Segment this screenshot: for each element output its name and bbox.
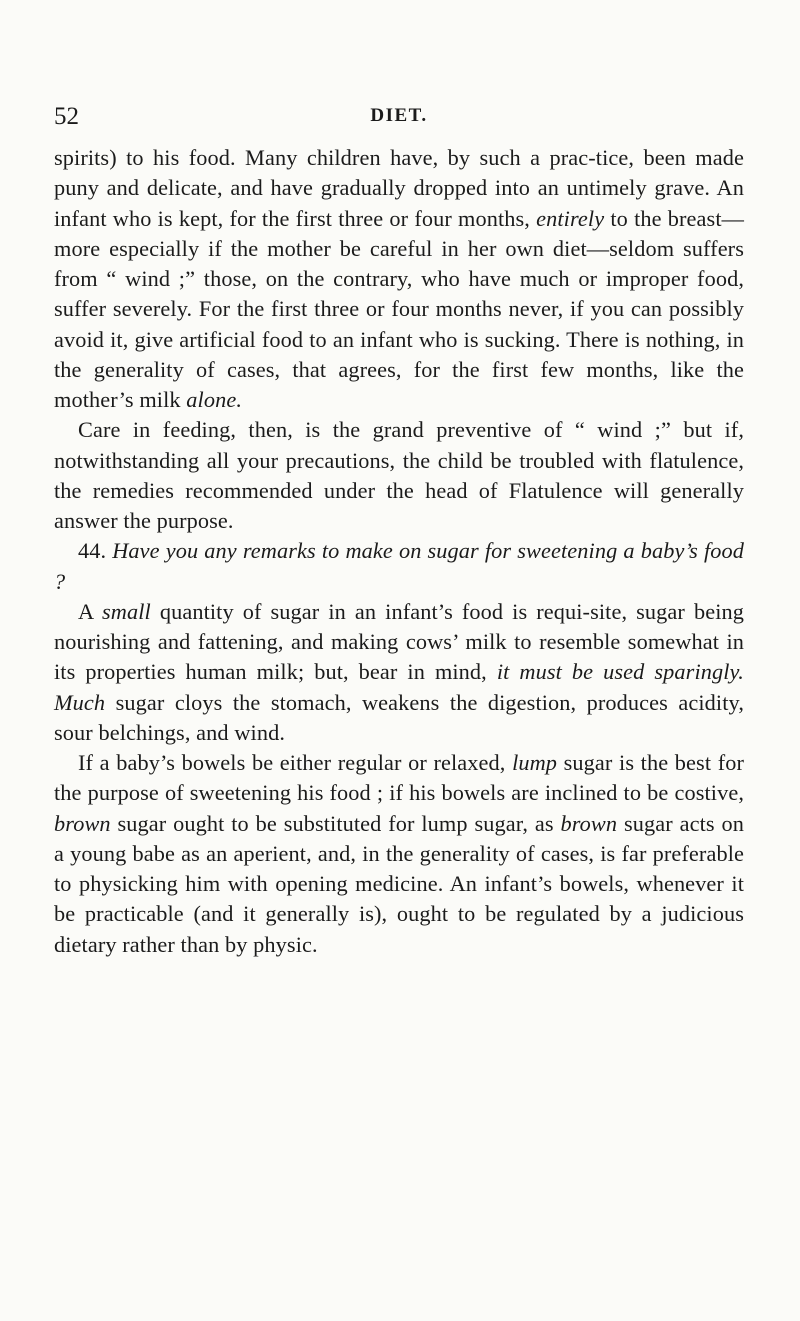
paragraph-text: sugar is the best for the purpose of sweetening his food ; if his bowels are inclined to be costive, [54, 750, 744, 806]
italic-text: entirely [536, 205, 605, 231]
paragraph-text: sugar acts on a young babe as an aperient, and, in the generality of cases, is far preferable to physicking him with opening medicine. An infant’s bowels, whenever it be practicable (and it generally is), ought to be regulated by a judicious dietary rather than by physic. [54, 810, 744, 957]
italic-text: alone. [186, 387, 243, 412]
page-number: 52 [54, 103, 79, 130]
body-text [54, 143, 744, 960]
paragraph-text: Care in feeding, then, is the grand preventive of “ wind ;” but if, notwithstanding all your precautions, the child be troubled with flatulence, the remedies recommended under the head of Flatulence will generally answer the purpose. [54, 417, 744, 533]
italic-text: small [102, 598, 151, 624]
paragraph [54, 748, 744, 960]
paragraph-text: to the breast—more especially if the mother be careful in her own diet—seldom suffers from “ wind ;” those, on the contrary, who have much or improper food, suffer severely. For the first three or four months never, if you can possibly avoid it, give artificial food to an infant who is sucking. There is nothing, in the generality of cases, that agrees, for the first few months, like the mother’s milk [54, 205, 745, 412]
question-text: Have you any remarks to make on sugar for sweetening a baby’s food ? [54, 538, 744, 594]
book-page [54, 103, 744, 960]
question-number: 44. [78, 538, 113, 564]
italic-text: brown [560, 810, 618, 836]
question-heading [54, 536, 744, 597]
running-head [54, 103, 744, 143]
paragraph [54, 415, 744, 536]
paragraph-text: quantity of sugar in an infant’s food is requi-site, sugar being nourishing and fattening, and making cows’ milk to resemble somewhat in its properties human milk; but, bear in mind, [54, 598, 744, 685]
paragraph [54, 597, 744, 748]
paragraph-text: A [78, 598, 102, 624]
italic-text: brown [54, 810, 111, 836]
running-title: DIET. [370, 105, 428, 126]
paragraph-text: If a baby’s bowels be either regular or relaxed, [78, 750, 513, 775]
paragraph-text: sugar cloys the stomach, weakens the digestion, produces acidity, sour belchings, and wind. [54, 689, 744, 745]
paragraph [54, 143, 744, 415]
paragraph-text: spirits) to his food. Many children have, by such a prac-tice, been made puny and delicate, and have gradually dropped into an untimely grave. An infant who is kept, for the first three or four months, [54, 145, 744, 231]
paragraph-text: sugar ought to be substituted for lump sugar, as [110, 810, 561, 836]
italic-text: lump [512, 750, 558, 775]
italic-text: it must be used sparingly. Much [54, 659, 744, 715]
